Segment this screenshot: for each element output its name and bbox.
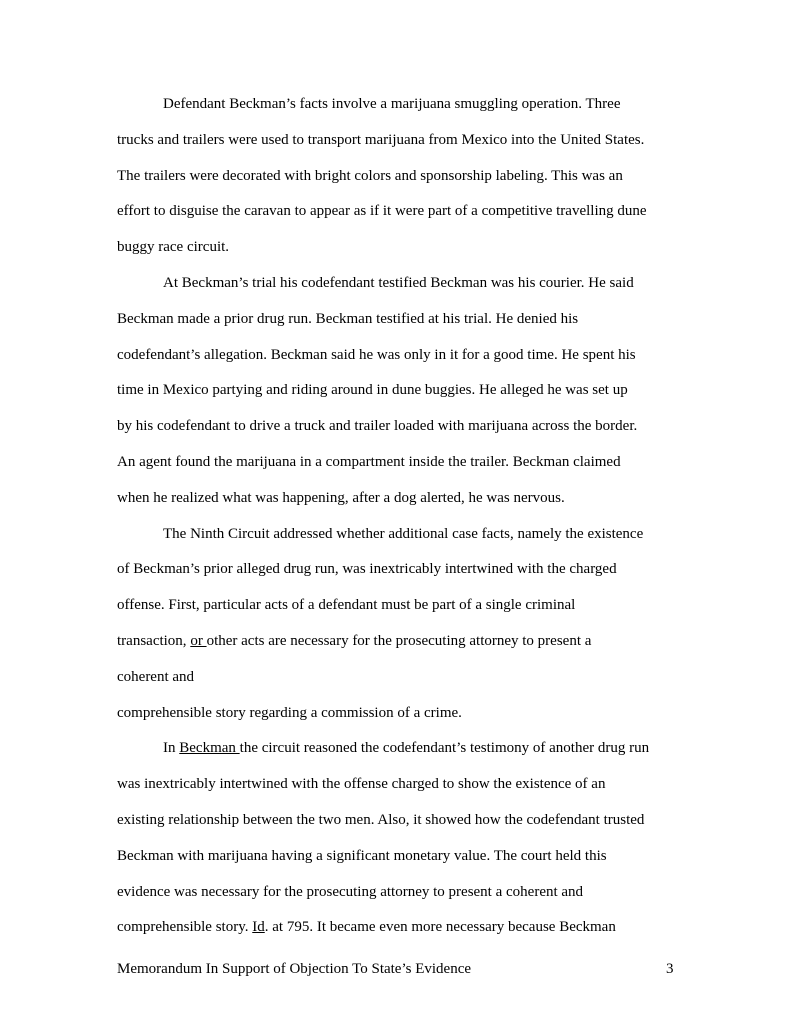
paragraph-2-line-4: time in Mexico partying and riding around in dune buggies. He alleged he was set up — [117, 382, 628, 399]
text-segment: In — [163, 740, 180, 757]
paragraph-3-line-2: of Beckman’s prior alleged drug run, was inextricably intertwined with the charged — [117, 561, 617, 578]
paragraph-4-line-2: was inextricably intertwined with the offense charged to show the existence of an — [117, 776, 606, 793]
paragraph-3-line-6: comprehensible story regarding a commission of a crime. — [117, 704, 462, 721]
text-segment: other acts are necessary for the prosecuting attorney to present a — [206, 632, 592, 649]
text-segment: . at 795. It became even more necessary because Beckman — [264, 919, 616, 936]
paragraph-2-line-7: when he realized what was happening, after a dog alerted, he was nervous. — [117, 489, 565, 506]
paragraph-4-line-3: existing relationship between the two men. Also, it showed how the codefendant trusted — [117, 811, 645, 828]
paragraph-4-line-4: Beckman with marijuana having a significant monetary value. The court held this — [117, 847, 607, 864]
paragraph-4-line-6 — [117, 910, 673, 946]
paragraph-1-line-2: trucks and trailers were used to transport marijuana from Mexico into the United States. — [117, 131, 645, 148]
citation-id: Id — [252, 919, 265, 936]
underlined-or: or — [190, 632, 207, 649]
paragraph-2-line-3: codefendant’s allegation. Beckman said he was only in it for a good time. He spent his — [117, 346, 636, 363]
paragraph-1-line-4: effort to disguise the caravan to appear as if it were part of a competitive travelling dune — [117, 203, 647, 220]
paragraph-4-line-5: evidence was necessary for the prosecuting attorney to present a coherent and — [117, 883, 584, 900]
paragraph-3-line-1: The Ninth Circuit addressed whether additional case facts, namely the existence — [163, 525, 644, 542]
paragraph-1-line-5: buggy race circuit. — [117, 239, 230, 256]
footer-title: Memorandum In Support of Objection To State’s Evidence — [117, 961, 472, 977]
paragraph-1-line-1: Defendant Beckman’s facts involve a marijuana smuggling operation. Three — [163, 96, 621, 112]
paragraph-2-line-5: by his codefendant to drive a truck and trailer loaded with marijuana across the border. — [117, 418, 638, 435]
paragraph-2-line-2: Beckman made a prior drug run. Beckman testified at his trial. He denied his — [117, 310, 579, 327]
paragraph-2-line-1: At Beckman’s trial his codefendant testified Beckman was his courier. He said — [163, 274, 634, 291]
page-number: 3 — [666, 961, 674, 977]
text-segment: transaction, — [117, 632, 191, 649]
paragraph-2-line-6: An agent found the marijuana in a compartment inside the trailer. Beckman claimed — [117, 453, 621, 470]
paragraph-3-line-3: offense. First, particular acts of a defendant must be part of a single criminal — [117, 597, 576, 614]
paragraph-3-line-4 — [117, 624, 673, 660]
memorandum-body — [117, 87, 673, 946]
paragraph-3-line-5: coherent and — [117, 668, 195, 685]
case-name-beckman: Beckman — [179, 740, 240, 757]
paragraph-4-line-1 — [117, 731, 673, 767]
paragraph-1-line-3: The trailers were decorated with bright colors and sponsorship labeling. This was an — [117, 167, 623, 184]
text-segment: comprehensible story. — [117, 919, 253, 936]
text-segment: the circuit reasoned the codefendant’s testimony of another drug run — [239, 740, 650, 757]
